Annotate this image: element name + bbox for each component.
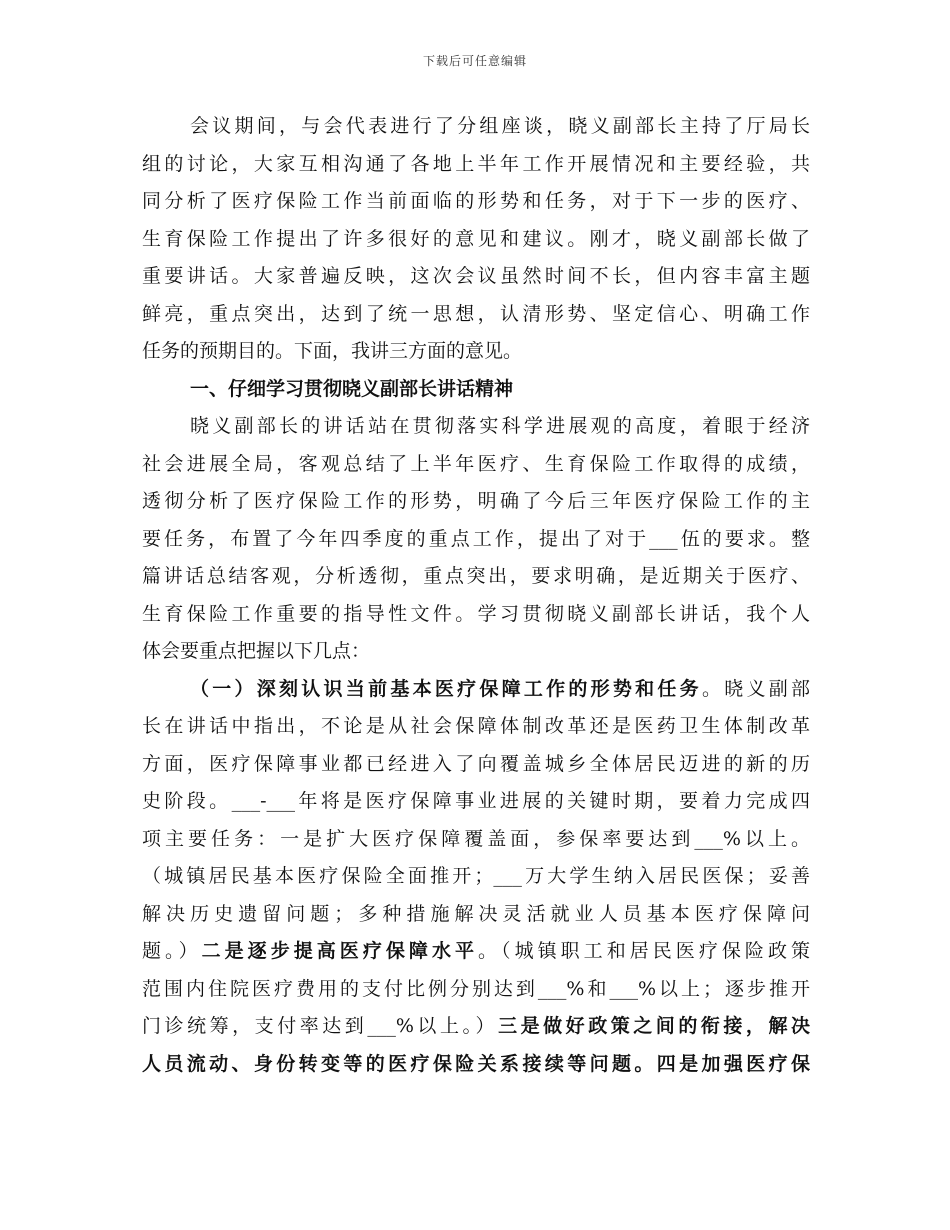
line-tail-text: 。晓义副部 [701, 677, 810, 700]
line-tail-text: 。（城镇职工和居民医疗保险政策 [478, 940, 810, 962]
line-text: 长在讲话中指出，不论是从社会保障体制改革还是医药卫生体制改革 [142, 715, 810, 737]
text-line [142, 146, 810, 184]
text-line [142, 746, 810, 784]
line-text: 一、仔细学习贯彻晓义副部长讲话精神 [190, 377, 514, 400]
text-line [142, 446, 810, 484]
page-header: 下载后可任意编辑 [422, 54, 527, 68]
line-text: 人员流动、身份转变等的医疗保险关系接续等问题。四是加强医疗保 [142, 1052, 810, 1075]
line-text: 鲜亮，重点突出，达到了统一思想，认清形势、坚定信心、明确工作 [142, 302, 810, 325]
line-text: 社会进展全局，客观总结了上半年医疗、生育保险工作取得的成绩， [142, 452, 810, 475]
line-text: 项主要任务：一是扩大医疗保障覆盖面，参保率要达到___%以上。 [142, 827, 810, 850]
text-line [142, 108, 810, 146]
line-text: 史阶段。___-___年将是医疗保障事业进展的关键时期，要着力完成四 [142, 790, 810, 812]
text-line [142, 671, 810, 709]
text-line [142, 521, 810, 559]
line-text: 任务的预期目的。下面，我讲三方面的意见。 [142, 340, 523, 362]
text-line [142, 558, 810, 596]
text-line [142, 371, 810, 409]
line-text: （一）深刻认识当前基本医疗保障工作的形势和任务 [190, 677, 702, 700]
line-text: 篇讲话总结客观，分析透彻，重点突出，要求明确，是近期关于医疗、 [142, 565, 810, 587]
line-text: 重要讲话。大家普遍反映，这次会议虽然时间不长，但内容丰富主题 [142, 265, 810, 287]
text-line [142, 596, 810, 634]
text-line [142, 858, 810, 896]
text-line [142, 483, 810, 521]
text-line [142, 971, 810, 1009]
text-line [142, 183, 810, 221]
line-text: 体会要重点把握以下几点： [142, 640, 371, 662]
line-text: 生育保险工作重要的指导性文件。学习贯彻晓义副部长讲话，我个人 [142, 602, 810, 625]
line-text: 会议期间，与会代表进行了分组座谈，晓义副部长主持了厅局长 [190, 115, 810, 137]
text-line [142, 633, 810, 671]
line-text: 门诊统筹，支付率达到___%以上。） [142, 1015, 499, 1037]
line-text: 方面，医疗保障事业都已经进入了向覆盖城乡全体居民迈进的新的历 [142, 752, 810, 775]
text-line [142, 258, 810, 296]
line-text: （城镇居民基本医疗保险全面推开；___万大学生纳入居民医保；妥善 [142, 865, 810, 887]
text-line [142, 933, 810, 971]
text-line [142, 896, 810, 934]
text-line [142, 1008, 810, 1046]
line-text: 生育保险工作提出了许多很好的意见和建议。刚才，晓义副部长做了 [142, 227, 810, 250]
line-text: 晓义副部长的讲话站在贯彻落实科学进展观的高度，着眼于经济 [190, 415, 810, 437]
document-body [142, 108, 810, 1083]
line-bold-text: 二是逐步提高医疗保障水平 [201, 940, 479, 962]
text-line [142, 408, 810, 446]
line-text: 要任务，布置了今年四季度的重点工作，提出了对于___伍的要求。整 [142, 527, 810, 550]
text-line [142, 1046, 810, 1084]
line-text: 组的讨论，大家互相沟通了各地上半年工作开展情况和主要经验，共 [142, 152, 810, 175]
line-text: 题。） [142, 940, 202, 962]
text-line [142, 783, 810, 821]
line-text: 范围内住院医疗费用的支付比例分别达到___%和___%以上；逐步推开 [142, 977, 810, 1000]
text-line [142, 221, 810, 259]
text-line [142, 333, 810, 371]
text-line [142, 708, 810, 746]
text-line [142, 296, 810, 334]
line-text: 透彻分析了医疗保险工作的形势，明确了今后三年医疗保险工作的主 [142, 490, 810, 512]
text-line [142, 821, 810, 859]
line-bold-text: 三是做好政策之间的衔接，解决 [498, 1015, 810, 1037]
line-text: 解决历史遗留问题；多种措施解决灵活就业人员基本医疗保障问 [142, 902, 810, 925]
line-text: 同分析了医疗保险工作当前面临的形势和任务，对于下一步的医疗、 [142, 190, 810, 212]
